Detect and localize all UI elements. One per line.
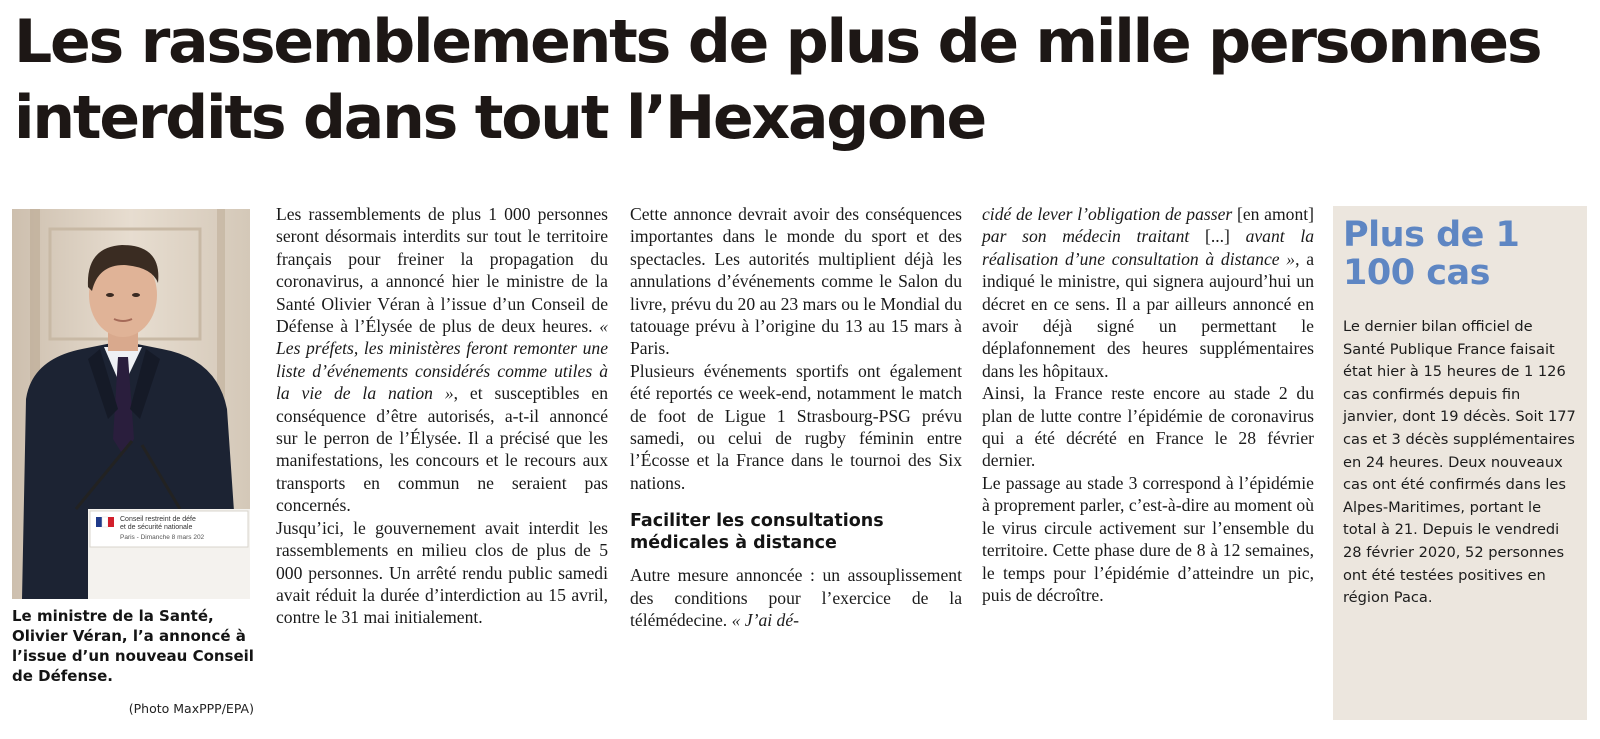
- paragraph: Le passage au stade 3 correspond à l’épidémie à proprement parler, c’est-à-dire au moment où le virus circule activement sur l’ensemble du territoire. Cette phase dure de 8 à 12 semaines, le temps pour l’épidémie d’atteindre un pic, puis de décroître.: [982, 472, 1314, 605]
- podium-sign-text: Conseil restreint de défe: [120, 516, 196, 523]
- paragraph: Cette annonce devrait avoir des conséquences importantes dans le monde du sport et des spectacles. Les autorités multiplient déjà les annulations d’événements comme le Salon du livre, prévu du 20 au 23 mars ou le Mondial du tatouage prévu à l’origine du 13 au 15 mars à Paris.: [630, 204, 962, 359]
- article-column-3: [982, 203, 1314, 606]
- paragraph: Autre mesure annoncée : un assouplissement des conditions pour l’exercice de la télémédecine. « J’ai dé-: [630, 565, 962, 631]
- sidebar-text: Le dernier bilan officiel de Santé Publique France faisait état hier à 15 heures de 1 126 cas confirmés depuis fin janvier, dont 19 décès. Soit 177 cas et 3 décès supplémentaires en 24 heures. Deux nouveaux cas ont été confirmés dans les Alpes-Maritimes, portant le total à 21. Depuis le vendredi 28 février 2020, 52 personnes ont été testées positives en région Paca.: [1343, 318, 1576, 607]
- paragraph: Les rassemblements de plus 1 000 personnes seront désormais interdits sur tout le territoire français pour freiner la propagation du coronavirus, a annoncé hier le ministre de la Santé Olivier Véran à l’issue d’un Conseil de Défense à l’Élysée de plus de deux heures. « Les préfets, les ministères feront remonter une liste d’événements considérés comme utiles à la vie de la nation », et susceptibles en conséquence d’être autorisés, a-t-il annoncé sur le perron de l’Élysée. Il a précisé que les manifestations, les concours et le recours aux transports en commun ne seraient pas concernés.: [276, 204, 608, 516]
- paragraph: Ainsi, la France reste encore au stade 2 du plan de lutte contre l’épidémie de coronavirus qui a été décrété en France le 28 février dernier.: [982, 383, 1314, 471]
- photo-caption: Le ministre de la Santé, Olivier Véran, l’a annoncé à l’issue d’un nouveau Conseil de Défense.: [12, 607, 254, 685]
- article-column-1: [276, 203, 608, 629]
- quote: « J’ai dé-: [731, 610, 800, 631]
- quote: « Les préfets, les ministères feront remonter une liste d’événements considérés comme utiles à la vie de la nation »: [276, 316, 608, 404]
- info-sidebar: [1333, 206, 1587, 720]
- article-column-2: [630, 203, 962, 632]
- podium-sign-text: Paris - Dimanche 8 mars 202: [120, 534, 205, 541]
- paragraph: Plusieurs événements sportifs ont également été reportés ce week-end, notamment le match de foot de Ligue 1 Strasbourg-PSG prévu samedi, ou celui de rugby féminin entre l’Écosse et la France dans le tournoi des Six nations.: [630, 360, 962, 493]
- minister-photo: [12, 209, 250, 599]
- photo-credit: (Photo MaxPPP/EPA): [128, 701, 254, 716]
- paragraph: cidé de lever l’obligation de passer [en amont] par son médecin traitant [...] avant la réalisation d’une consultation à distance », a indiqué le ministre, qui signera aujourd’hui un décret en ce sens. Il a par ailleurs annoncé en avoir déjà signé un permettant le déplafonnement des heures supplémentaires dans les hôpitaux.: [982, 204, 1315, 381]
- sidebar-title: Plus de 1 100 cas: [1343, 215, 1520, 293]
- article-headline: Les rassemblements de plus de mille personnes interdits dans tout l’Hexagone: [14, 7, 1541, 153]
- podium-sign-text: et de sécurité nationale: [120, 524, 193, 531]
- section-subheading: Faciliter les consultations médicales à distance: [630, 511, 884, 554]
- paragraph: Jusqu’ici, le gouvernement avait interdit les rassemblements en milieu clos de plus de 5 000 personnes. Un arrêté rendu public samedi avait réduit la durée d’interdiction au 15 avril, contre le 31 mai initialement.: [276, 517, 608, 628]
